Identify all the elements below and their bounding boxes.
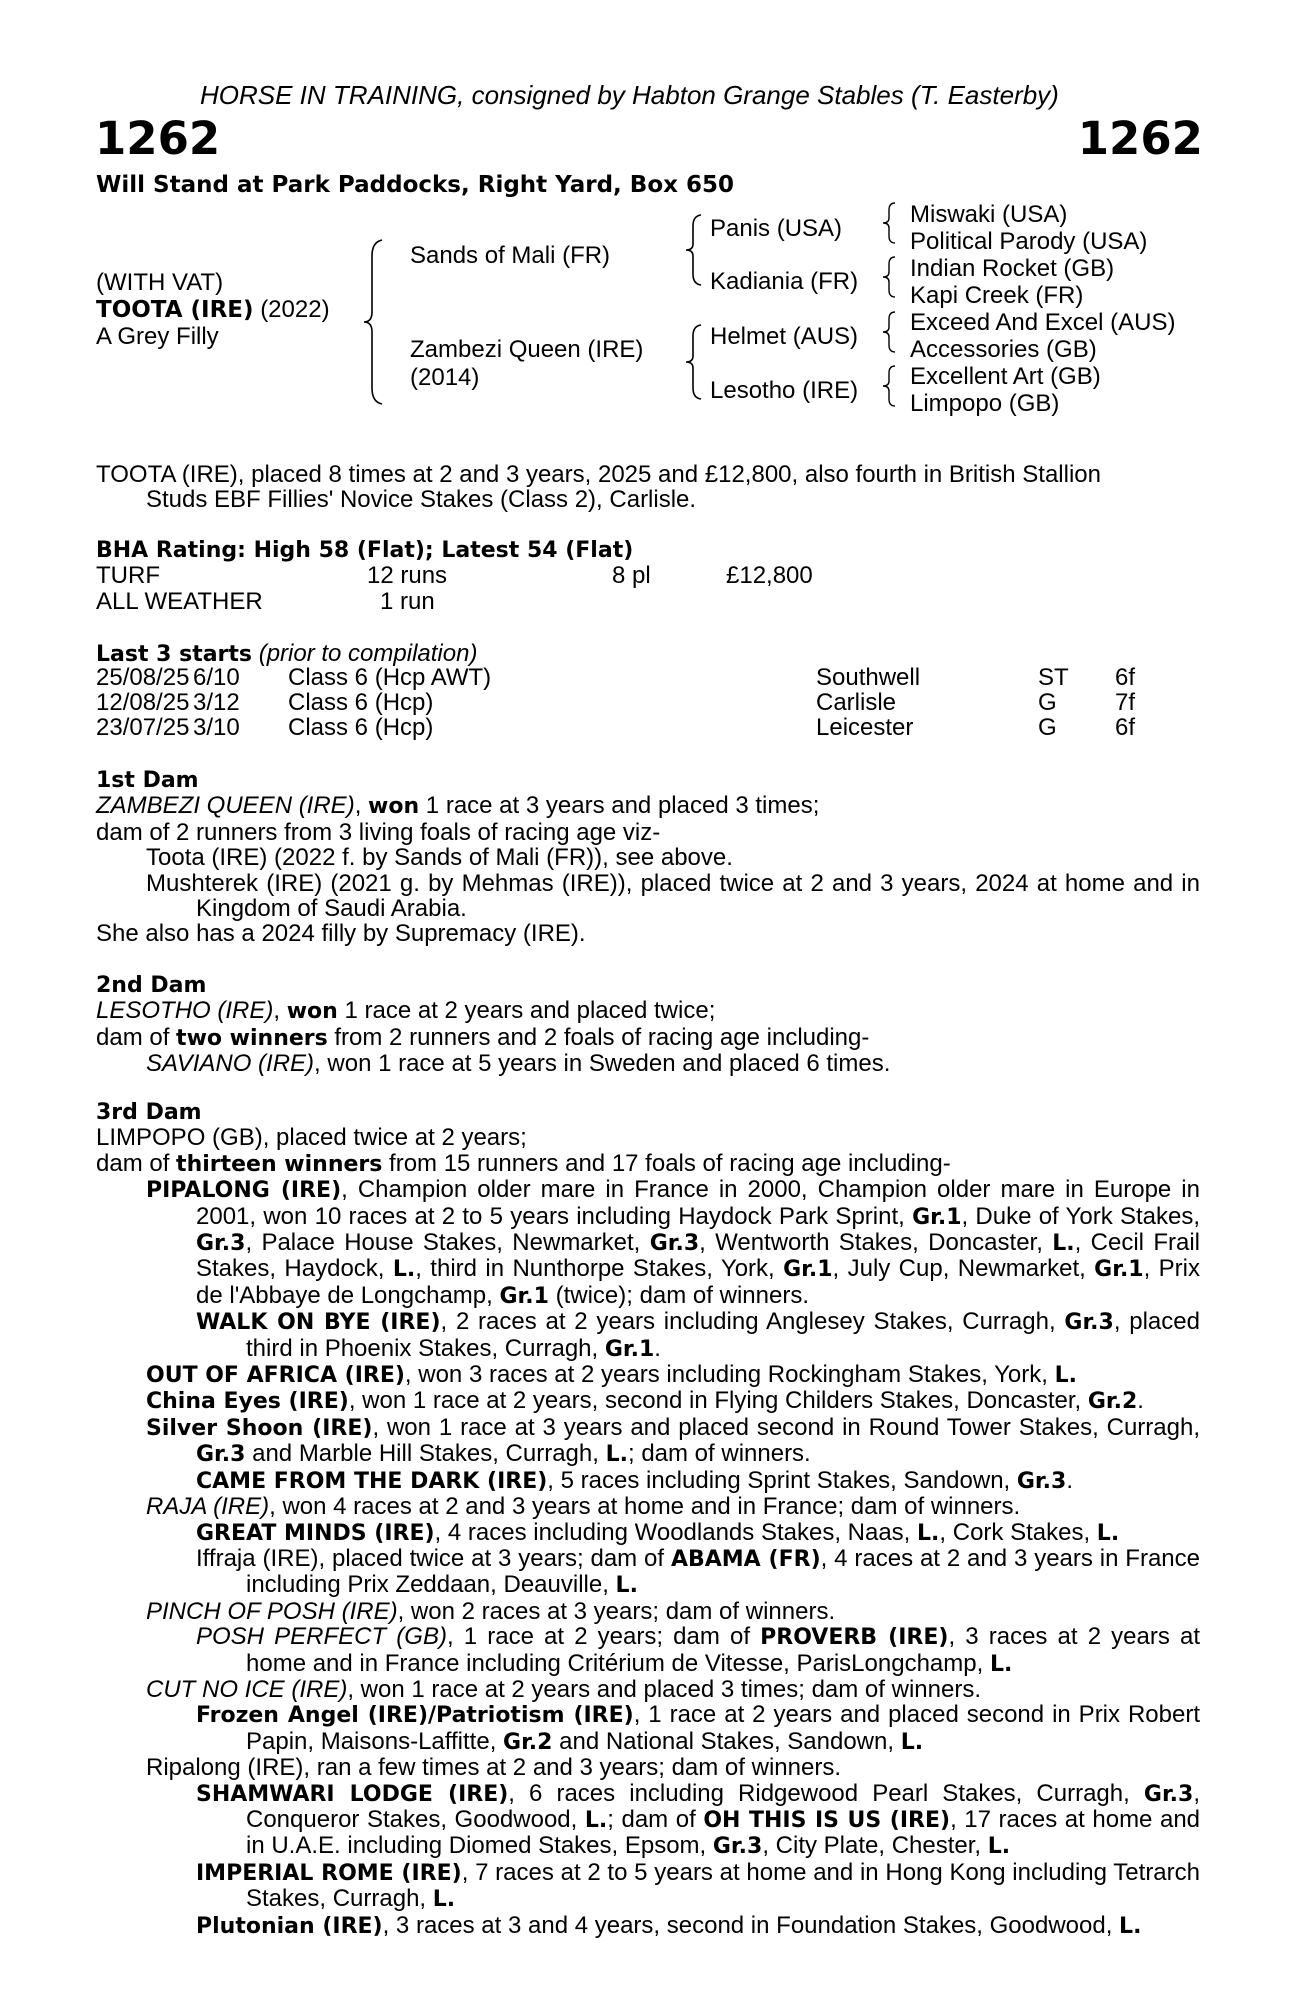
produce-posh-perfect [196,1624,1200,1677]
text: dam of [96,1023,177,1051]
pedigree-dam-year: (2014) [410,364,480,391]
horse-summary [96,462,1200,513]
pedigree-g5: Exceed And Excel (AUS) [910,309,1176,336]
produce-name: CUT NO ICE (IRE) [146,1675,348,1703]
first-dam-line-2: dam of 2 runners from 3 living foals of racing age viz- [96,818,661,846]
grade-label: Gr.1 [499,1283,549,1309]
last-starts-note: (prior to compilation) [258,640,478,667]
pedigree-g1: Miswaki (USA) [910,201,1068,228]
text: , Duke of York Stakes, [961,1202,1200,1230]
start-course: Leicester [816,714,914,741]
listed-label: L. [392,1257,416,1283]
first-dam-title: 1st Dam [96,768,199,793]
first-dam-produce-1: Toota (IRE) (2022 f. by Sands of Mali (FR)), see above. [146,844,733,872]
text: , Champion older mare in France in 2000, Champion older mare in Europe in 2001, won 10 races at 2 to 5 years including Haydock Park Sprint, [196,1176,1200,1230]
start-race: Class 6 (Hcp AWT) [288,664,492,691]
aw-label: ALL WEATHER [96,588,263,615]
first-dam-produce-2: Mushterek (IRE) (2021 g. by Mehmas (IRE)), placed twice at 2 and 3 years, 2024 at home and in Kingdom of Saudi Arabia. [146,869,1200,923]
text: , placed third in Phoenix Stakes, Curragh, [246,1308,1200,1362]
text: , won 1 race at 2 years and placed 3 times; dam of winners. [347,1675,981,1703]
produce-name: OH THIS IS US (IRE) [703,1807,951,1833]
text: , [273,997,287,1025]
pedigree-brace-main [360,236,390,408]
pedigree-dam-sire: Helmet (AUS) [710,323,859,350]
start-course: Southwell [816,664,921,691]
text: , 1 race at 2 years; dam of [446,1623,761,1651]
produce-plutonian [196,1913,1200,1939]
produce-name: SAVIANO (IRE) [146,1050,315,1078]
text: , won 1 race at 3 years and placed second in Round Tower Stakes, Curragh, [372,1413,1200,1441]
grade-label: Gr.3 [712,1834,763,1860]
start-pos: 3/10 [193,714,240,741]
produce-great-minds [196,1520,1200,1546]
produce-came-from-the-dark [196,1468,1200,1494]
text: Iffraja (IRE), placed twice at 3 years; dam of [196,1544,671,1572]
text: and National Stakes, Sandown, [552,1727,901,1755]
pedigree-sire: Sands of Mali (FR) [410,242,611,269]
text: , July Cup, Newmarket, [832,1255,1095,1283]
produce-name: PIPALONG (IRE) [146,1178,342,1204]
produce-name: Silver Shoon (IRE) [146,1415,373,1441]
pedigree-brace-dam [683,322,707,402]
produce-pipalong [146,1177,1200,1309]
text: ; dam of [607,1805,704,1833]
pedigree-dam-dam: Lesotho (IRE) [710,377,859,404]
produce-cut-no-ice [146,1677,1200,1702]
text: , won 4 races at 2 and 3 years at home and in France; dam of winners. [269,1493,1021,1521]
third-dam-title: 3rd Dam [96,1100,202,1125]
produce-name: ABAMA (FR) [670,1546,821,1572]
listed-label: L. [917,1520,940,1546]
produce-name: PROVERB (IRE) [760,1625,949,1651]
grade-label: Gr.1 [1094,1257,1144,1283]
produce-walk-on-bye [196,1309,1200,1362]
start-pos: 6/10 [193,664,240,691]
dam-name: LESOTHO (IRE) [96,997,274,1025]
stand-location: Will Stand at Park Paddocks, Right Yard, Box 650 [96,172,734,198]
text: , 3 races at 2 years at home and in France including Critérium de Vitesse, ParisLongchamp, [246,1623,1200,1677]
start-race: Class 6 (Hcp) [288,689,434,716]
grade-label: Gr.1 [604,1336,655,1362]
produce-out-of-africa [146,1362,1200,1388]
produce-silver-shoon [146,1415,1200,1468]
text: , 4 races at 2 and 3 years in France including Prix Zeddaan, Deauville, [246,1544,1200,1599]
text: . [654,1334,661,1362]
lot-number-right: 1262 [1077,112,1203,165]
text: . [1066,1466,1073,1494]
pedigree-sire-dam: Kadiania (FR) [710,268,859,295]
produce-imperial-rome [196,1860,1200,1913]
pedigree-dam: Zambezi Queen (IRE) [410,336,644,363]
text: 1 race at 2 years and placed twice; [337,997,716,1025]
aw-runs: 1 run [380,588,435,615]
turf-placed: 8 pl [612,562,651,589]
grade-label: Gr.1 [912,1204,962,1230]
text: , Cecil Frail Stakes, Haydock, [196,1229,1201,1283]
text: , 17 races at home and in U.A.E. including Diomed Stakes, Epsom, [246,1805,1201,1860]
listed-label: L. [1054,1363,1077,1389]
listed-label: L. [605,1442,628,1468]
text: dam of [96,1149,177,1177]
horse-name-line [96,296,330,324]
produce-shamwari-lodge [196,1781,1200,1860]
first-dam-line-1 [96,793,1200,819]
second-dam-produce-1 [146,1051,1200,1076]
start-dist: 6f [1115,714,1136,741]
turf-label: TURF [96,562,160,589]
listed-label: L. [900,1729,924,1755]
start-course: Carlisle [816,689,897,716]
turf-prize: £12,800 [726,562,813,589]
start-date: 23/07/25 [96,714,190,741]
text: (twice); dam of winners. [548,1281,809,1309]
text: 1 race at 3 years and placed 3 times; [419,792,820,820]
text: , won 2 races at 3 years; dam of winners. [397,1597,836,1625]
produce-iffraja [196,1546,1200,1599]
listed-label: L. [1096,1520,1120,1546]
produce-name: POSH PERFECT (GB) [196,1623,447,1651]
grade-label: Gr.3 [1016,1468,1067,1494]
summary-line-1: TOOTA (IRE), placed 8 times at 2 and 3 years, 2025 and £12,800, also fourth in British Stallion [96,461,1101,488]
second-dam-section [96,973,1200,1077]
pedigree-g2: Political Parody (USA) [910,228,1148,255]
grade-label: Gr.3 [649,1231,700,1257]
first-dam-line-5: She also has a 2024 filly by Supremacy (IRE). [96,920,586,948]
listed-label: L. [432,1887,456,1913]
start-race: Class 6 (Hcp) [288,714,434,741]
horse-name: TOOTA (IRE) [96,297,254,323]
produce-name: SHAMWARI LODGE (IRE) [196,1781,509,1807]
winners-count: two winners [176,1025,328,1051]
start-dist: 7f [1115,689,1136,716]
bha-rating-title: BHA Rating: High 58 (Flat); Latest 54 (Flat) [96,538,634,563]
start-date: 25/08/25 [96,664,190,691]
pedigree-brace-sire [683,212,707,288]
listed-label: L. [1119,1913,1142,1939]
third-dam-line-1: LIMPOPO (GB), placed twice at 2 years; [96,1124,527,1152]
produce-name: OUT OF AFRICA (IRE) [146,1363,405,1389]
summary-line-2: Studs EBF Fillies' Novice Stakes (Class 2), Carlisle. [146,486,697,514]
grade-label: Gr.3 [196,1442,246,1468]
produce-name: IMPERIAL ROME (IRE) [196,1860,462,1886]
text: , 1 race at 2 years and placed second in Prix Robert Papin, Maisons-Laffitte, [246,1701,1200,1755]
pedigree-g4: Kapi Creek (FR) [910,282,1084,309]
text: , City Plate, Chester, [762,1832,988,1860]
second-dam-line-1 [96,998,1200,1024]
listed-label: L. [615,1573,638,1599]
text: , third in Nunthorpe Stakes, York, [415,1255,784,1283]
grade-label: Gr.2 [1087,1389,1138,1415]
text: , 5 races including Sprint Stakes, Sandown, [547,1466,1017,1494]
text: , 7 races at 2 to 5 years at home and in Hong Kong including Tetrarch Stakes, Curragh, [246,1858,1200,1913]
text: , 3 races at 3 and 4 years, second in Foundation Stakes, Goodwood, [382,1911,1120,1939]
listed-label: L. [1052,1231,1075,1257]
text: , [354,792,369,820]
produce-name: WALK ON BYE (IRE) [196,1310,441,1336]
produce-name: China Eyes (IRE) [146,1389,349,1415]
text: Ripalong (IRE), ran a few times at 2 and 3 years; dam of winners. [146,1754,841,1782]
pedigree-brace-g4 [880,363,900,409]
won-label: won [286,999,338,1025]
text: , 6 races including Ridgewood Pearl Stakes, Curragh, [508,1779,1144,1807]
first-dam-section [96,768,1200,947]
second-dam-line-2 [96,1025,1200,1051]
start-going: G [1038,714,1057,741]
produce-raja [146,1494,1200,1519]
pedigree-g3: Indian Rocket (GB) [910,255,1115,282]
text: , 4 races including Woodlands Stakes, Naas, [434,1518,918,1546]
text: , won 1 race at 2 years, second in Flying Childers Stakes, Doncaster, [348,1387,1088,1415]
text: . [1137,1387,1144,1415]
pedigree-sire-sire: Panis (USA) [710,215,843,242]
produce-name: PINCH OF POSH (IRE) [146,1597,398,1625]
produce-china-eyes [146,1388,1200,1414]
turf-runs: 12 runs [367,562,448,589]
last-starts-title: Last 3 starts [96,642,253,667]
grade-label: Gr.1 [783,1257,833,1283]
start-going: ST [1038,664,1069,691]
start-date: 12/08/25 [96,689,190,716]
text: , Wentworth Stakes, Doncaster, [699,1229,1053,1257]
grade-label: Gr.2 [503,1729,553,1755]
consignor-line: HORSE IN TRAINING, consigned by Habton Grange Stables (T. Easterby) [200,80,1059,110]
third-dam-section [96,1100,1200,1939]
text: , won 3 races at 2 years including Rockingham Stakes, York, [404,1361,1055,1389]
pedigree-g6: Accessories (GB) [910,336,1097,363]
third-dam-line-2 [96,1151,1200,1177]
horse-year: (2022) [260,296,330,323]
text: , Conqueror Stakes, Goodwood, [246,1779,1200,1833]
listed-label: L. [989,1651,1013,1677]
grade-label: Gr.3 [196,1231,246,1257]
second-dam-title: 2nd Dam [96,973,207,998]
listed-label: L. [584,1807,608,1833]
produce-pinch-of-posh [146,1599,1200,1624]
start-going: G [1038,689,1057,716]
produce-name: RAJA (IRE) [146,1493,270,1521]
won-label: won [368,794,420,820]
grade-label: Gr.3 [1143,1781,1194,1807]
text: and Marble Hill Stakes, Curragh, [245,1440,606,1468]
vat-note: (WITH VAT) [96,269,224,296]
text: from 15 runners and 17 foals of racing age including- [382,1149,951,1177]
horse-description: A Grey Filly [96,323,219,350]
listed-label: L. [987,1834,1011,1860]
text: from 2 runners and 2 foals of racing age including- [327,1023,870,1051]
text: , Cork Stakes, [939,1518,1097,1546]
produce-name: CAME FROM THE DARK (IRE) [196,1468,548,1494]
text: , Prix de l'Abbaye de Longchamp, [196,1255,1200,1309]
winners-count: thirteen winners [176,1151,383,1177]
start-dist: 6f [1115,664,1136,691]
produce-name: Frozen Angel (IRE)/Patriotism (IRE) [196,1703,634,1729]
start-pos: 3/12 [193,689,240,716]
text: , Palace House Stakes, Newmarket, [245,1229,650,1257]
produce-frozen-angel [196,1702,1200,1755]
pedigree-brace-g3 [880,309,900,355]
text: , 2 races at 2 years including Anglesey Stakes, Curragh, [440,1308,1065,1336]
produce-ripalong [146,1755,1200,1780]
dam-name: ZAMBEZI QUEEN (IRE) [96,792,355,820]
text: , won 1 race at 5 years in Sweden and placed 6 times. [314,1050,891,1078]
pedigree-brace-g1 [880,200,900,246]
lot-number-left: 1262 [95,112,221,165]
pedigree-brace-g2 [880,254,900,300]
text: ; dam of winners. [627,1440,811,1468]
pedigree-g8: Limpopo (GB) [910,390,1060,417]
pedigree-g7: Excellent Art (GB) [910,363,1101,390]
produce-name: Plutonian (IRE) [196,1913,383,1939]
produce-name: GREAT MINDS (IRE) [196,1520,435,1546]
grade-label: Gr.3 [1064,1310,1114,1336]
